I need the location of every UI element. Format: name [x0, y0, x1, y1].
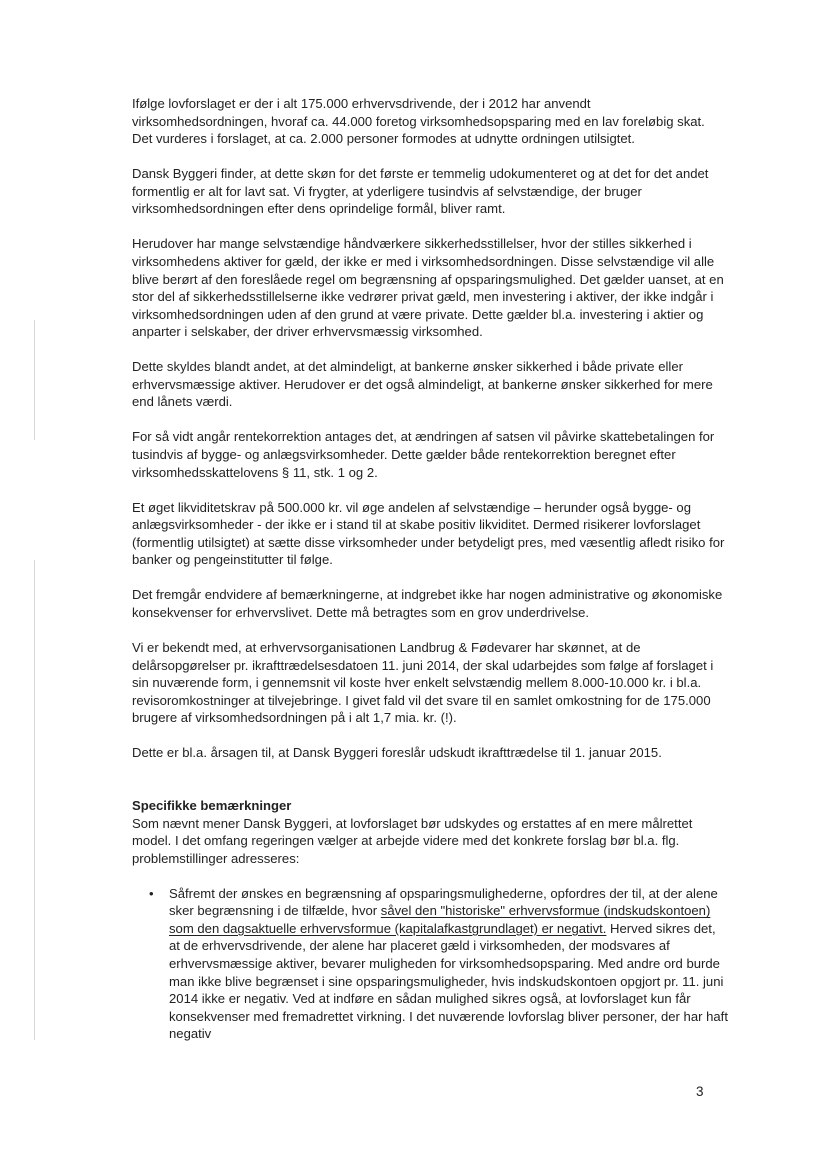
bullet-item	[149, 885, 728, 1043]
page-number: 3	[696, 1084, 704, 1099]
paragraph-9: Dette er bl.a. årsagen til, at Dansk Byggeri foreslår udskudt ikrafttrædelse til 1. januar 2015.	[132, 745, 662, 761]
paragraph-2: Dansk Byggeri finder, at dette skøn for det første er temmelig udokumenteret og at det for det andet formentlig er alt for lavt sat. Vi frygter, at yderligere tusindvis af selvstændige, der bruger virksomhedsordningen efter dens oprindelige formål, bliver ramt.	[132, 166, 709, 217]
bullet-text-intro: Såfremt der ønskes en begrænsning af opsparingsmulighederne, opfordres der til, at der alene sker begrænsning i de tilfælde, hvor	[169, 885, 718, 919]
paragraph-4: Dette skyldes blandt andet, at det almindeligt, at bankerne ønsker sikkerhed i både private eller erhvervsmæssige aktiver. Herudover er det også almindeligt, at bankerne ønsker sikkerhed for mere end lånets værdi.	[132, 359, 713, 410]
paragraph-5: For så vidt angår rentekorrektion antages det, at ændringen af satsen vil påvirke skattebetalingen for tusindvis af bygge- og anlægsvirksomheder. Dette gælder både rentekorrektion beregnet efter virksomhedsskattelovens § 11, stk. 1 og 2.	[132, 429, 715, 480]
paragraph-3: Herudover har mange selvstændige håndværkere sikkerhedsstillelser, hvor der stilles sikkerhed i virksomhedens aktiver for gæld, der ikke er med i virksomhedsordningen. Disse selvstændige vil alle blive berørt af den foreslåede regel om begrænsning af opsparingsmulighed. Det gælder uanset, at en stor del af sikkerhedsstillelserne ikke vedrører privat gæld, men investering i aktiver, der ikke indgår i virksomhedsordningen uden af den grund at være private. Dette gælder bl.a. investering i aktier og anparter i selskaber, der driver erhvervsmæssig virksomhed.	[132, 236, 724, 340]
bullet-text	[169, 885, 728, 1043]
bullet-text-rest: Herved sikres det, at de erhvervsdrivende, der alene har placeret gæld i virksomheden, der modsvares af erhvervsmæssige aktiver, bevarer muligheden for virksomhedsopsparing. Med andre ord burde man ikke blive begrænset i sine opsparingsmuligheder, hvis indskudskontoen opgjort pr. 11. juni 2014 ikke er negativ. Ved at indføre en sådan mulighed sikres også, at lovforslaget kun får konsekvenser med fremadrettet virkning. I det nuværende lovforslag bliver personer, der har haft negativ	[169, 920, 728, 1042]
section-intro: Som nævnt mener Dansk Byggeri, at lovforslaget bør udskydes og erstattes af en mere målrettet model. I det omfang regeringen vælger at arbejde videre med det konkrete forslag bør bl.a. flg. problemstillinger adresseres:	[132, 815, 693, 866]
bullet-marker: •	[149, 885, 154, 901]
scan-margin-mark	[34, 560, 35, 1040]
document-body	[132, 95, 728, 1043]
paragraph-1: Ifølge lovforslaget er der i alt 175.000 erhvervsdrivende, der i 2012 har anvendt virksomhedsordningen, hvoraf ca. 44.000 foretog virksomhedsopsparing med en lav foreløbig skat. Det vurderes i forslaget, at ca. 2.000 personer formodes at udnytte ordningen utilsigtet.	[132, 96, 705, 147]
paragraph-7: Det fremgår endvidere af bemærkningerne, at indgrebet ikke har nogen administrative og økonomiske konsekvenser for erhvervslivet. Dette må betragtes som en grov underdrivelse.	[132, 587, 723, 620]
bullet-underlined-text: såvel den "historiske" erhvervsformue (indskudskontoen) som den dagsaktuelle erhvervsformue (kapitalafkastgrundlaget) er negativt.	[169, 903, 711, 936]
section-heading: Specifikke bemærkninger	[132, 797, 292, 813]
paragraph-6: Et øget likviditetskrav på 500.000 kr. vil øge andelen af selvstændige – herunder også bygge- og anlægsvirksomheder - der ikke er i stand til at skabe positiv likviditet. Dermed risikerer lovforslaget (formentlig utilsigtet) at sætte disse virksomheder under betydeligt pres, med væsentlig afledt risiko for banker og pengeinstitutter til følge.	[132, 499, 725, 568]
paragraph-8: Vi er bekendt med, at erhvervsorganisationen Landbrug & Fødevarer har skønnet, at de delårsopgørelser pr. ikrafttrædelsesdatoen 11. juni 2014, der skal udarbejdes som følge af forslaget i sin nuværende form, i gennemsnit vil koste hver enkelt selvstændig mellem 8.000-10.000 kr. i bl.a. revisoromkostninger at tilvejebringe. I givet fald vil det svare til en samlet omkostning for de 175.000 brugere af virksomhedsordningen på i alt 1,7 mia. kr. (!).	[132, 639, 714, 726]
scan-margin-mark	[34, 320, 35, 440]
